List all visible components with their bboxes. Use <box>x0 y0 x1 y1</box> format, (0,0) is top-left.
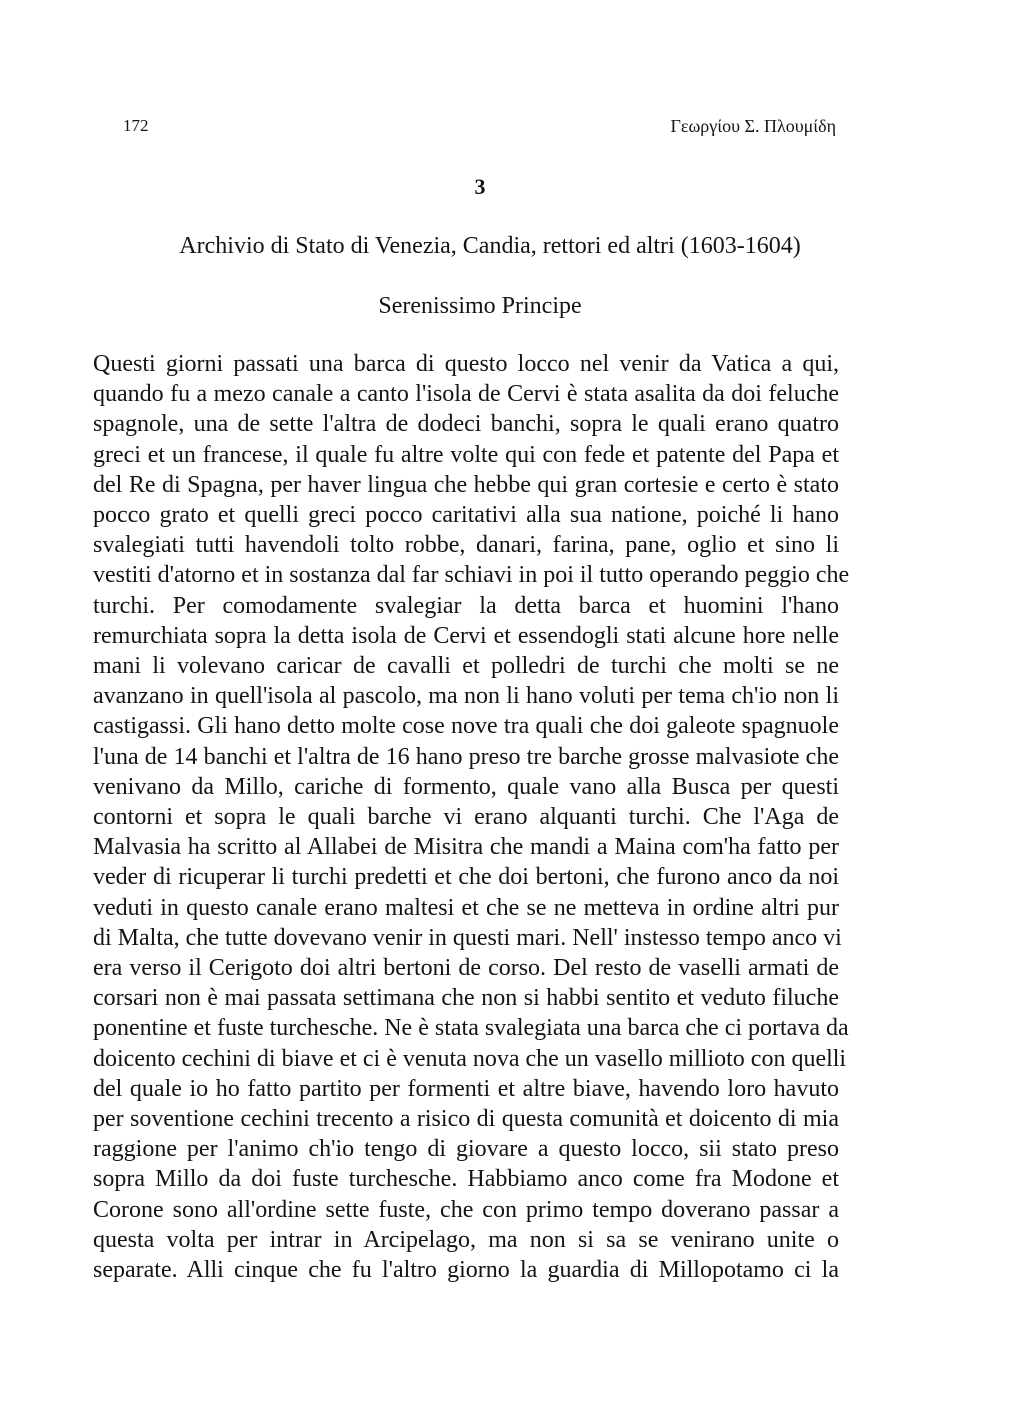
text-line: ponentine et fuste turchesche. Ne è stata svalegiata una barca che ci portava da <box>93 1015 849 1042</box>
text-line: veder di ricuperar li turchi predetti et che doi bertoni, che furono anco da noi <box>93 864 839 891</box>
text-line: era verso il Cerigoto doi altri bertoni de corso. Del resto de vaselli armati de <box>93 955 839 982</box>
text-line: vestiti d'atorno et in sostanza dal far schiavi in poi il tutto operando peggio che <box>93 562 850 589</box>
page-number: 172 <box>123 116 149 135</box>
text-line: castigassi. Gli hano detto molte cose nove tra quali che doi galeote spagnuole <box>93 713 839 740</box>
text-line: contorni et sopra le quali barche vi erano alquanti turchi. Che l'Aga de <box>93 804 839 831</box>
text-line: del quale io ho fatto partito per formenti et altre biave, havendo loro havuto <box>93 1075 839 1102</box>
text-line: sopra Millo da doi fuste turchesche. Habbiamo anco come fra Modone et <box>93 1166 839 1193</box>
text-line: per soventione cechini trecento a risico di questa comunità et doicento di mia <box>93 1106 839 1133</box>
document-number: 3 <box>474 174 486 199</box>
text-line: remurchiata sopra la detta isola de Cervi et essendogli stati alcune hore nelle <box>93 622 839 649</box>
text-line: l'una de 14 banchi et l'altra de 16 hano preso tre barche grosse malvasiote che <box>93 743 839 770</box>
body-text <box>93 349 850 1285</box>
text-line: venivano da Millo, cariche di formento, quale vano alla Busca per questi <box>93 773 839 800</box>
document-title: Archivio di Stato di Venezia, Candia, rettori ed altri (1603-1604) <box>179 233 801 259</box>
text-line: Questi giorni passati una barca di questo locco nel venir da Vatica a qui, <box>93 351 839 377</box>
text-line: turchi. Per comodamente svalegiar la detta barca et huomini l'hano <box>93 592 839 619</box>
text-line: Corone sono all'ordine sette fuste, che con primo tempo doverano passar a <box>93 1196 839 1223</box>
text-line: doicento cechini di biave et ci è venuta nova che un vasello millioto con quelli <box>93 1045 847 1072</box>
text-line: greci et un francese, il quale fu altre volte qui con fede et patente del Papa et <box>93 441 839 468</box>
text-line: separate. Alli cinque che fu l'altro giorno la guardia di Millopotamo ci la <box>93 1257 839 1284</box>
text-line: quando fu a mezo canale a canto l'isola de Cervi è stata asalita da doi feluche <box>93 381 839 408</box>
text-line: Malvasia ha scritto al Allabei de Misitra che mandi a Maina com'ha fatto per <box>93 834 839 861</box>
text-line: di Malta, che tutte dovevano venir in questi mari. Nell' instesso tempo anco vi <box>93 924 842 951</box>
text-line: questa volta per intrar in Arcipelago, ma non si sa se venirano unite o <box>93 1226 839 1253</box>
text-line: raggione per l'animo ch'io tengo di giovare a questo locco, sii stato preso <box>93 1136 839 1163</box>
text-line: del Re di Spagna, per haver lingua che hebbe qui gran cortesie e certo è stato <box>93 471 839 498</box>
salutation: Serenissimo Principe <box>378 293 582 319</box>
text-line: spagnole, una de sette l'altra de dodeci banchi, sopra le quali erano quatro <box>93 411 839 438</box>
text-line: avanzano in quell'isola al pascolo, ma non li hano voluti per tema ch'io non li <box>93 683 839 710</box>
text-line: veduti in questo canale erano maltesi et che se ne metteva in ordine altri pur <box>93 894 839 921</box>
text-line: mani li volevano caricar de cavalli et polledri de turchi che molti se ne <box>93 653 839 680</box>
text-line: corsari non è mai passata settimana che non si habbi sentito et veduto filuche <box>93 985 839 1012</box>
text-line: svalegiati tutti havendoli tolto robbe, danari, farina, pane, oglio et sino li <box>93 532 839 559</box>
running-head: Γεωργίου Σ. Πλουμίδη <box>670 116 836 136</box>
text-line: pocco grato et quelli greci pocco caritativi alla sua natione, poiché li hano <box>93 502 839 529</box>
